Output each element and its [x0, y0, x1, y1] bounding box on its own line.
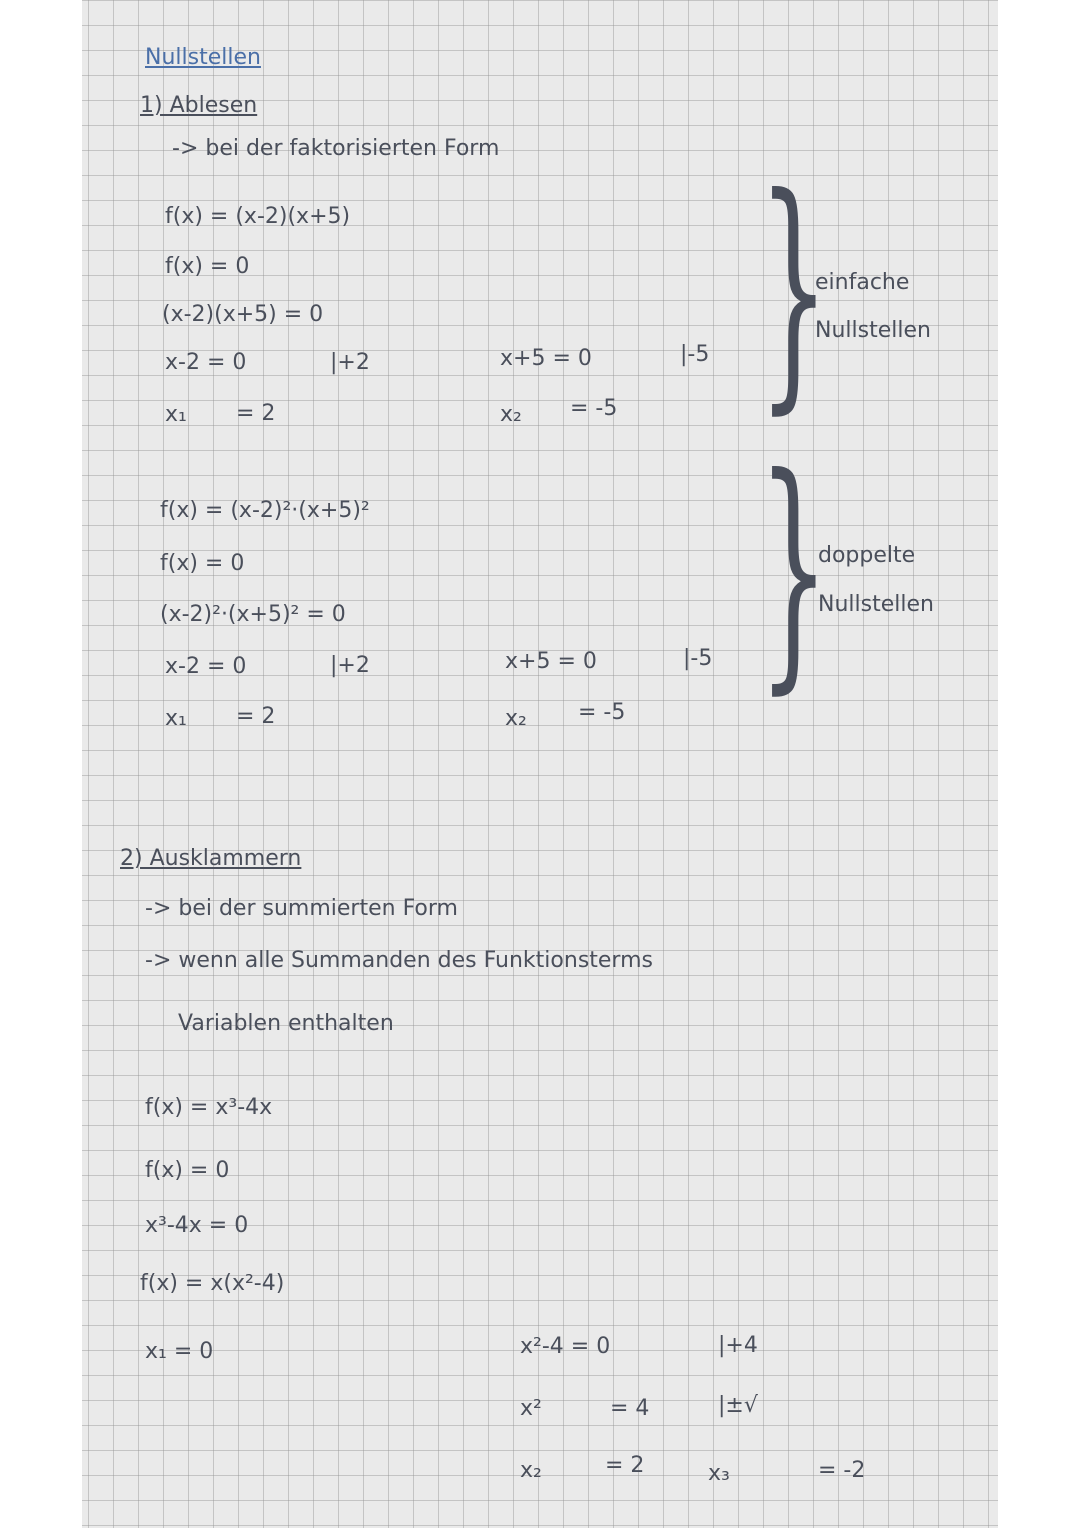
section2-heading: 2) Ausklammern [120, 846, 302, 871]
s2-line-4: f(x) = x(x²-4) [140, 1271, 285, 1296]
ex1-res-left-val: = 2 [236, 401, 276, 426]
section1-heading: 1) Ablesen [140, 93, 258, 118]
s2-res-var3: x₃ [708, 1461, 730, 1486]
ex1-line-1: f(x) = (x-2)(x+5) [165, 204, 351, 229]
ex1-op-right: |-5 [680, 342, 710, 367]
ex2-op-left: |+2 [330, 653, 370, 678]
ex2-line-2: f(x) = 0 [160, 551, 245, 576]
page-title: Nullstellen [145, 45, 261, 70]
ex2-line-3: (x-2)²·(x+5)² = 0 [160, 602, 346, 627]
ex1-label-line1: einfache [815, 270, 910, 295]
s2-eq2-val: = 4 [610, 1396, 650, 1421]
ex1-eq-left: x-2 = 0 [165, 350, 247, 375]
ex1-line-3: (x-2)(x+5) = 0 [162, 302, 324, 327]
s2-res-var2: x₂ [520, 1458, 542, 1483]
ex2-line-1: f(x) = (x-2)²·(x+5)² [160, 498, 370, 523]
section2-note3: Variablen enthalten [178, 1011, 394, 1036]
s2-line-1: f(x) = x³-4x [145, 1095, 273, 1120]
ex2-label-line2: Nullstellen [818, 592, 934, 617]
ex2-eq-left: x-2 = 0 [165, 654, 247, 679]
ex2-res-left-val: = 2 [236, 704, 276, 729]
s2-op2: |±√ [718, 1393, 758, 1418]
ex1-res-left-var: x₁ [165, 402, 187, 427]
s2-op1: |+4 [718, 1333, 758, 1358]
grid-paper [82, 0, 998, 1528]
section2-note2: -> wenn alle Summanden des Funktionsterms [145, 948, 653, 973]
ex1-res-right-var: x₂ [500, 402, 522, 427]
ex2-res-left-var: x₁ [165, 706, 187, 731]
s2-eq2-var: x² [520, 1396, 542, 1421]
ex1-line-2: f(x) = 0 [165, 254, 250, 279]
section2-note1: -> bei der summierten Form [145, 896, 458, 921]
ex2-brace: } [758, 424, 830, 715]
s2-eq1: x²-4 = 0 [520, 1334, 611, 1359]
ex2-label-line1: doppelte [818, 543, 916, 568]
ex1-brace: } [758, 144, 830, 435]
ex1-res-right-val: = -5 [570, 396, 618, 421]
ex2-res-right-var: x₂ [505, 706, 527, 731]
ex1-op-left: |+2 [330, 350, 370, 375]
s2-line-2: f(x) = 0 [145, 1158, 230, 1183]
s2-x1: x₁ = 0 [145, 1339, 214, 1364]
section1-note: -> bei der faktorisierten Form [172, 136, 500, 161]
ex2-eq-right: x+5 = 0 [505, 649, 597, 674]
ex1-label-line2: Nullstellen [815, 318, 931, 343]
s2-res-val3: = -2 [818, 1458, 866, 1483]
ex2-op-right: |-5 [683, 646, 713, 671]
ex2-res-right-val: = -5 [578, 700, 626, 725]
s2-line-3: x³-4x = 0 [145, 1213, 249, 1238]
ex1-eq-right: x+5 = 0 [500, 346, 592, 371]
s2-res-val2: = 2 [605, 1453, 645, 1478]
